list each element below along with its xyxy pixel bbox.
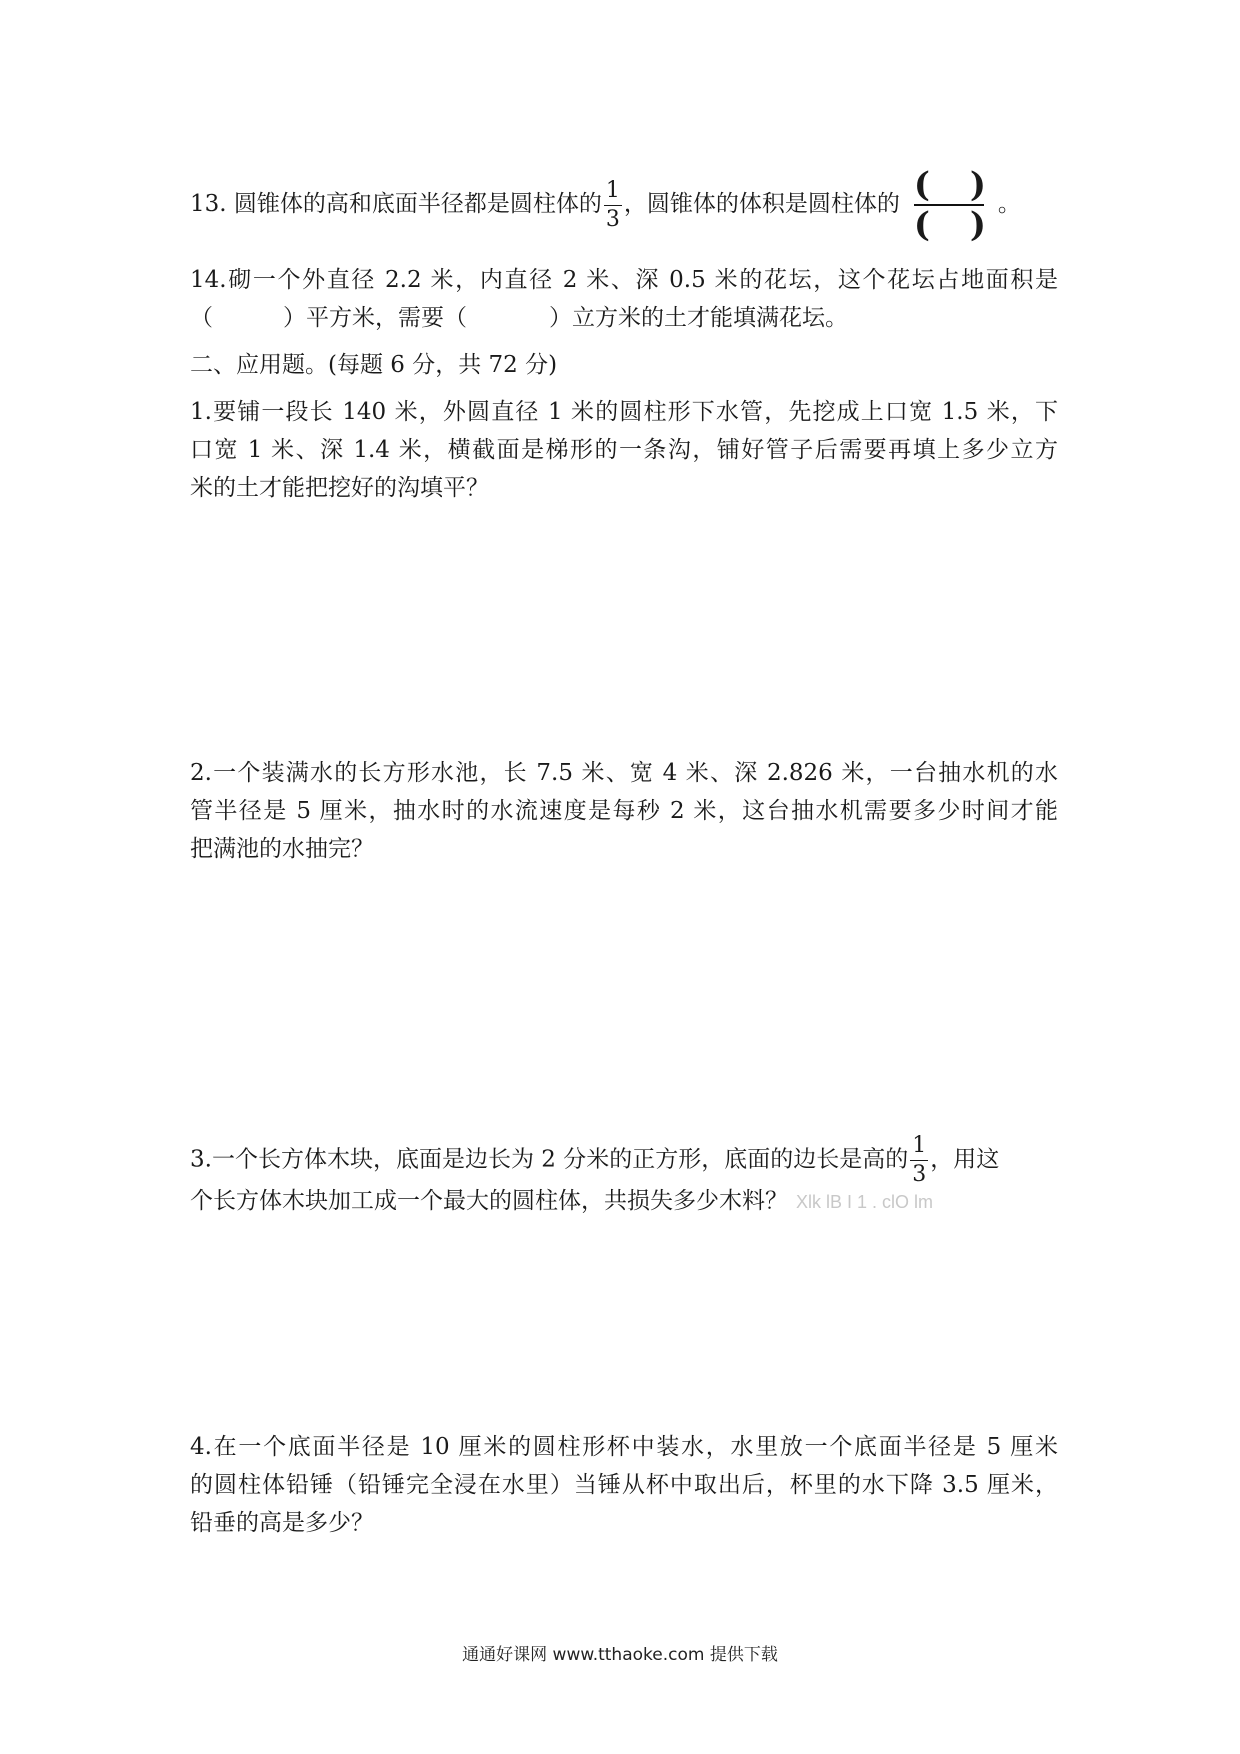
- problem-3-line-2: [190, 1186, 933, 1217]
- problem-4-line-3: 铅垂的高是多少？: [190, 1510, 374, 1536]
- problem-3-fraction: [910, 1135, 928, 1186]
- q13-answer-blank-fraction: [913, 165, 1000, 245]
- problem-1-line-2: 口宽 1 米、深 1.4 米，横截面是梯形的一条沟，铺好管子后需要再填上多少立方: [190, 437, 1058, 463]
- problem-3-fraction-numerator: 1: [910, 1135, 928, 1161]
- q14-mid-text: ）平方米，需要（: [283, 305, 467, 331]
- problem-4-line-1: 4.在一个底面半径是 10 厘米的圆柱形杯中装水，水里放一个底面半径是 5 厘米: [190, 1434, 1058, 1460]
- q13-text-part1: 13. 圆锥体的高和底面半径都是圆柱体的: [190, 191, 602, 217]
- problem-2-line-1: 2.一个装满水的长方形水池，长 7.5 米、宽 4 米、深 2.826 米，一台抽水机的水: [190, 760, 1058, 786]
- problem-4-line-2: 的圆柱体铅锤（铅锤完全浸在水里）当锤从杯中取出后，杯里的水下降 3.5 厘米，: [190, 1472, 1058, 1498]
- problem-1-line-3: 米的土才能把挖好的沟填平？: [190, 475, 489, 501]
- q14-open-paren: （: [190, 305, 213, 331]
- problem-3-text-b: ，用这: [930, 1146, 1000, 1173]
- q13-blank-denominator: ( ): [913, 205, 1000, 245]
- problem-3-fraction-denominator: 3: [912, 1162, 927, 1187]
- problem-2-line-3: 把满池的水抽完？: [190, 836, 374, 862]
- problem-2-line-2: 管半径是 5 厘米，抽水时的水流速度是每秒 2 米，这台抽水机需要多少时间才能: [190, 798, 1058, 824]
- q14-end-text: ）立方米的土才能填满花坛。: [549, 305, 848, 331]
- problem-3-line-1: [190, 1135, 999, 1186]
- q13-text-part2: ，圆锥体的体积是圆柱体的: [623, 191, 900, 217]
- problem-3-text-c: 个长方体木块加工成一个最大的圆柱体，共损失多少木料？: [190, 1188, 788, 1214]
- section-2-heading: 二、应用题。(每题 6 分，共 72 分): [190, 352, 558, 378]
- page-footer: 通通好课网 www.tthaoke.com 提供下载: [462, 1645, 778, 1665]
- q13-end-mark: 。: [997, 191, 1021, 217]
- q14-line-1: 14.砌一个外直径 2.2 米，内直径 2 米、深 0.5 米的花坛，这个花坛占地面积是: [190, 267, 1058, 293]
- question-13: [190, 165, 1021, 245]
- problem-3-text-a: 3.一个长方体木块，底面是边长为 2 分米的正方形，底面的边长是高的: [190, 1146, 909, 1173]
- q14-line-2: [190, 303, 848, 333]
- q13-blank-numerator: ( ): [913, 165, 1000, 205]
- watermark-text: Xlk lB I 1 . clO lm: [796, 1192, 934, 1212]
- q13-fraction: [604, 177, 622, 232]
- q13-fraction-denominator: 3: [605, 206, 620, 232]
- problem-1-line-1: 1.要铺一段长 140 米，外圆直径 1 米的圆柱形下水管，先挖成上口宽 1.5 米，下: [190, 399, 1058, 425]
- q13-fraction-numerator: 1: [604, 180, 622, 206]
